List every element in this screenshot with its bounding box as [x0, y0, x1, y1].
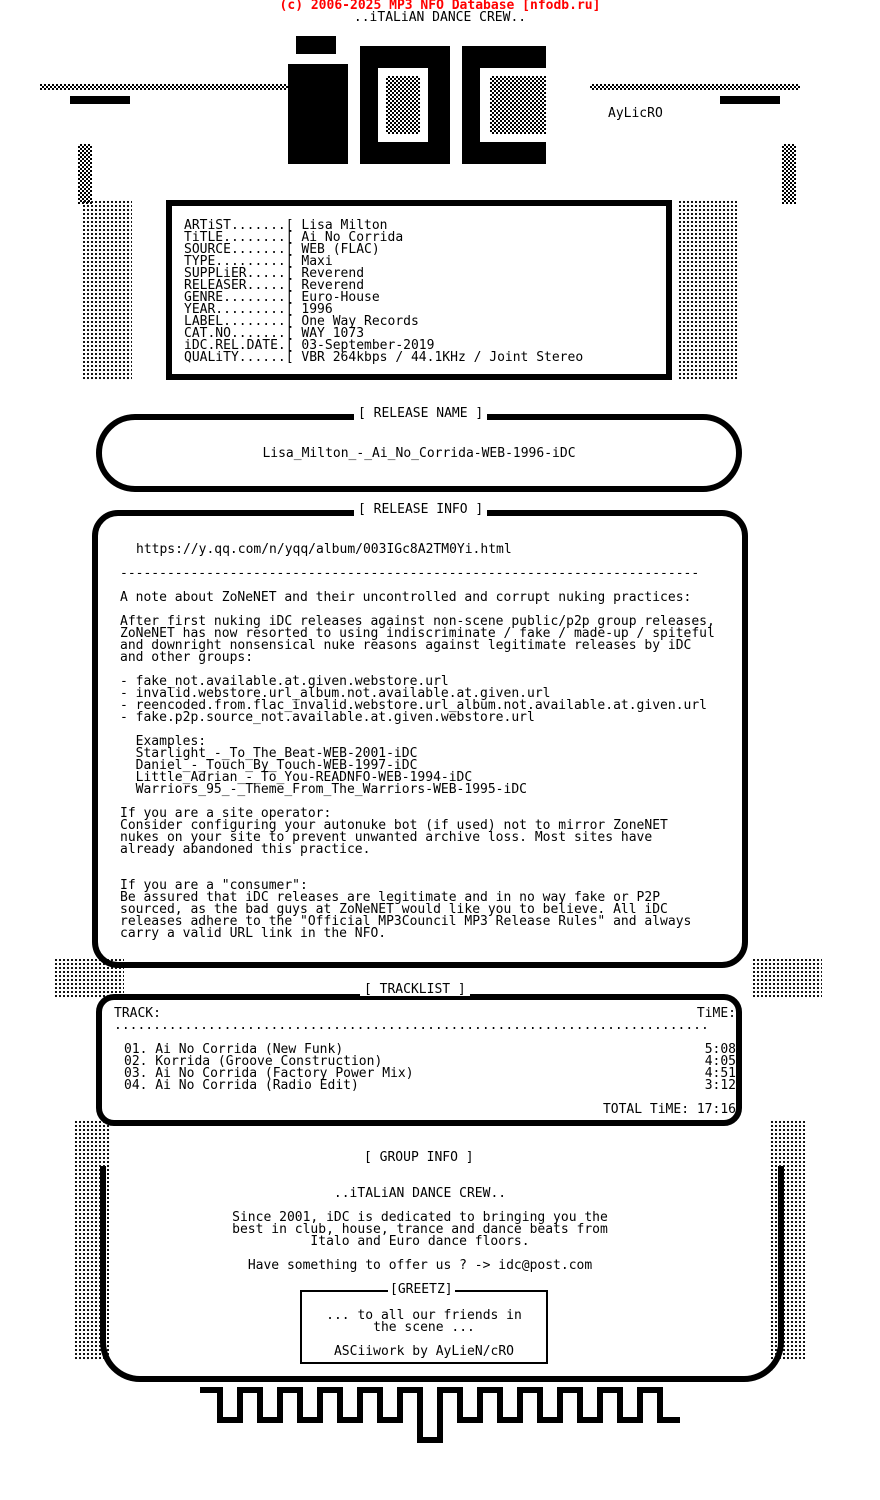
detail-row: SUPPLiER.....[ Reverend [184, 266, 365, 281]
detail-row: GENRE........[ Euro-House [184, 290, 380, 305]
track-row: 02. Korrida (Groove Construction) 4:05 [124, 1054, 736, 1069]
idc-logo-art [0, 24, 880, 204]
group-info-header: [ GROUP INFO ] [360, 1152, 478, 1164]
total-time: TOTAL TiME: 17:16 [602, 1102, 736, 1117]
logo-artist-tag: AyLicRO [608, 106, 663, 121]
right-wing-ornament [752, 958, 822, 998]
detail-row: iDC.REL.DATE.[ 03-September-2019 [184, 338, 435, 353]
info-divider: -------------------------------------------------------------------------- [120, 566, 700, 581]
column-track: TRACK: [114, 1006, 161, 1021]
greetz-header: [GREETZ] [390, 1282, 453, 1297]
left-wing-ornament [54, 958, 124, 998]
release-details-list [184, 220, 583, 364]
column-time: TiME: [696, 1006, 736, 1021]
track-row: 01. Ai No Corrida (New Funk) 5:08 [124, 1042, 736, 1057]
greetz-text: ... to all our friends in the scene ... [326, 1308, 522, 1335]
crew-tagline: ..iTALiAN DANCE CREW.. [353, 10, 527, 25]
release-info-header: [ RELEASE INFO ] [354, 504, 487, 516]
detail-row: QUALiTY......[ VBR 264kbps / 44.1KHz / Joint Stereo [184, 350, 584, 365]
examples-list: Examples: Starlight_-_To_The_Beat-WEB-2001-iDC Daniel_-_Touch_By_Touch-WEB-1997-iDC Little_Adrian_-_To_You-READNFO-WEB-1994-iDC Warriors_95_-_Theme_From_The_Warriors-WEB-1995-iDC [135, 734, 527, 797]
detail-row: ARTiST.......[ Lisa Milton [184, 218, 388, 233]
track-row: 03. Ai No Corrida (Factory Power Mix) 4:51 [124, 1066, 736, 1081]
group-about: Since 2001, iDC is dedicated to bringing you the best in club, house, trance and dance beats from Italo and Euro dance floors. [232, 1210, 608, 1249]
left-ornament [82, 200, 132, 380]
note-paragraph: After first nuking iDC releases against non-scene public/p2p group releases, ZoNeNET has now resorted to using indiscriminate / fake / made-up / spiteful and downright nonsensical nuke reasons against legitimate releases by iDC and other groups: [120, 614, 715, 665]
tracklist-header: [ TRACKLIST ] [360, 984, 470, 996]
release-details-box [166, 200, 672, 380]
detail-row: YEAR.........[ 1996 [184, 302, 333, 317]
greetz-box [300, 1290, 548, 1364]
source-url[interactable]: https://y.qq.com/n/yqq/album/003IGc8A2TM0Yi.html [136, 542, 512, 557]
tracklist-box [96, 994, 742, 1126]
consumer-note: If you are a "consumer": Be assured that iDC releases are legitimate and in no way fake or P2P sourced, as the bad guys at ZoNeNET would like you to believe. All iDC releases adhere to the "Official MP3Council MP3 Release Rules" and always carry a valid URL link in the NFO. [120, 878, 692, 941]
nuke-reasons-list: - fake_not.available.at.given.webstore.url - invalid.webstore.url_album.not.available.at.given.url - reencoded.from.flac_invalid.webstore.url_album.not.available.at.given.url - fake.p2p.source_not.available.at.given.webstore.url [120, 674, 707, 725]
detail-row: TYPE.........[ Maxi [184, 254, 333, 269]
release-name-box [96, 414, 742, 492]
right-ornament [678, 200, 738, 380]
note-title: A note about ZoNeNET and their uncontrolled and corrupt nuking practices: [120, 590, 692, 605]
detail-row: CAT.NO.......[ WAY 1073 [184, 326, 365, 341]
release-name-value: Lisa_Milton_-_Ai_No_Corrida-WEB-1996-iDC [262, 446, 576, 461]
release-name-header: [ RELEASE NAME ] [354, 408, 487, 420]
detail-row: LABEL........[ One Way Records [184, 314, 419, 329]
track-row: 04. Ai No Corrida (Radio Edit) 3:12 [124, 1078, 736, 1093]
copyright-line: (c) 2006-2025 MP3 NFO Database [nfodb.ru] [279, 0, 601, 13]
bottom-wave-ornament [200, 1370, 680, 1460]
detail-row: SOURCE.......[ WEB (FLAC) [184, 242, 380, 257]
group-contact[interactable]: Have something to offer us ? -> idc@post.com [247, 1258, 593, 1273]
track-list [124, 1044, 736, 1092]
group-crew-name: ..iTALiAN DANCE CREW.. [333, 1186, 507, 1201]
operator-note: If you are a site operator: Consider configuring your autonuke bot (if used) not to mirror ZoneNET nukes on your site to prevent unwanted archive loss. Most sites have already abandoned this practice. [120, 806, 668, 857]
detail-row: TiTLE........[ Ai No Corrida [184, 230, 404, 245]
ascii-credit: ASCiiwork by AyLieN/cRO [333, 1344, 514, 1359]
release-info-box [92, 510, 748, 968]
tracklist-dots: ............................................................................ [114, 1018, 709, 1033]
detail-row: RELEASER.....[ Reverend [184, 278, 365, 293]
